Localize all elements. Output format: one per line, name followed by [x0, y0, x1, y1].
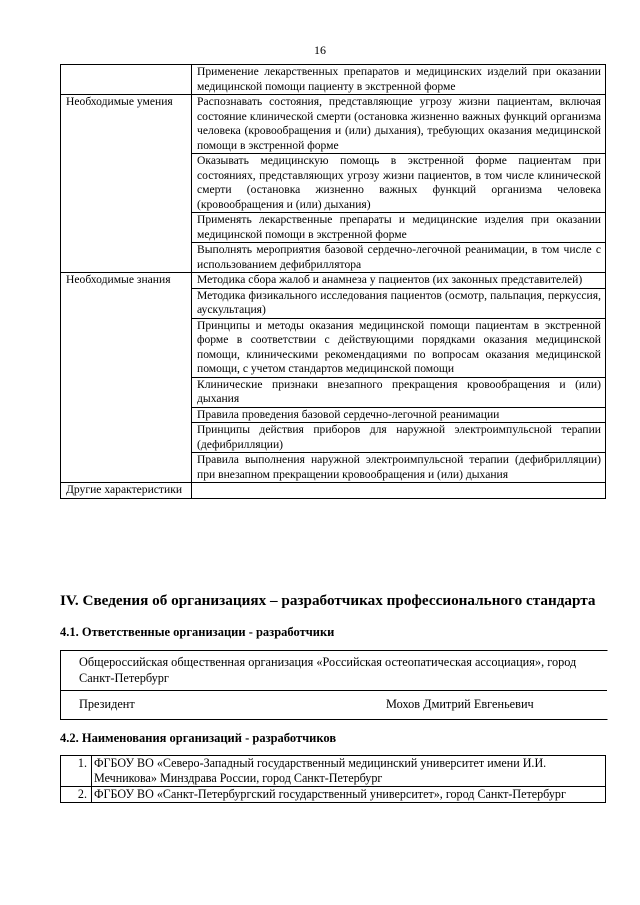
table-row: [61, 65, 606, 95]
table-row: [61, 483, 606, 499]
signature-row: [61, 691, 607, 719]
table-cell: Применять лекарственные препараты и медицинские изделия при оказании медицинской помощи в экстренной форме: [192, 213, 606, 243]
section-title: IV. Сведения об организациях – разработчиках профессионального стандарта: [60, 592, 596, 609]
developers-table: [60, 755, 606, 803]
table-cell: Оказывать медицинскую помощь в экстренной форме пациентам при состояниях, представляющих угрозу жизни пациентов, в том числе клинической смерти (остановка жизненно важных функций организма человека (кровообращения и (или) дыхания): [192, 154, 606, 213]
table-cell: Принципы действия приборов для наружной электроимпульсной терапии (дефибрилляции): [192, 423, 606, 453]
table-row: [61, 273, 606, 289]
table-cell: Правила проведения базовой сердечно-легочной реанимации: [192, 407, 606, 423]
table-cell: Клинические признаки внезапного прекращения кровообращения и (или) дыхания: [192, 377, 606, 407]
table-cell: Методика физикального исследования пациентов (осмотр, пальпация, перкуссия, аускультация): [192, 288, 606, 318]
table-cell: Применение лекарственных препаратов и медицинских изделий при оказании медицинской помощи пациенту в экстренной форме: [192, 65, 606, 95]
page-number: 16: [314, 43, 326, 57]
table-cell: Принципы и методы оказания медицинской помощи пациентам в экстренной форме в соответствии с действующими порядками оказания медицинской помощи, клиническими рекомендациями по вопросам оказания медицинской помощи, с учетом стандартов медицинской помощи: [192, 318, 606, 377]
row-label: Другие характеристики: [61, 483, 192, 499]
developer-name: ФГБОУ ВО «Северо-Западный государственный медицинский университет имени И.И. Мечникова» Минздрава России, город Санкт-Петербург: [92, 756, 606, 787]
developer-name: ФГБОУ ВО «Санкт-Петербургский государственный университет», город Санкт-Петербург: [92, 787, 606, 803]
table-cell: [192, 483, 606, 499]
table-cell: Правила выполнения наружной электроимпульсной терапии (дефибрилляции) при внезапном прекращении кровообращения и (или) дыхания: [192, 453, 606, 483]
row-number: 1.: [61, 756, 92, 787]
table-cell: Выполнять мероприятия базовой сердечно-легочной реанимации, в том числе с использованием дефибриллятора: [192, 243, 606, 273]
responsible-heading: 4.1. Ответственные организации - разработчики: [60, 625, 335, 639]
table-row: [61, 95, 606, 154]
row-label: Необходимые знания: [61, 273, 192, 483]
table-row: [61, 756, 606, 787]
table-cell: Распознавать состояния, представляющие угрозу жизни пациентам, включая состояние клинической смерти (остановка жизненно важных функций организма человека (кровообращения и (или) дыхания), требующих оказания медицинской помощи в экстренной форме: [192, 95, 606, 154]
developers-heading: 4.2. Наименования организаций - разработчиков: [60, 731, 337, 745]
table-row: [61, 787, 606, 803]
responsible-org-box: [60, 650, 608, 720]
responsible-org-name: Общероссийская общественная организация «Российская остеопатическая ассоциация», город Санкт-Петербург: [61, 651, 607, 691]
skills-table: [60, 64, 606, 499]
row-label: Необходимые умения: [61, 95, 192, 273]
signatory-position: Президент: [79, 697, 135, 711]
row-label: [61, 65, 192, 95]
table-cell: Методика сбора жалоб и анамнеза у пациентов (их законных представителей): [192, 273, 606, 289]
row-number: 2.: [61, 787, 92, 803]
signatory-name: Мохов Дмитрий Евгеньевич: [386, 697, 534, 711]
